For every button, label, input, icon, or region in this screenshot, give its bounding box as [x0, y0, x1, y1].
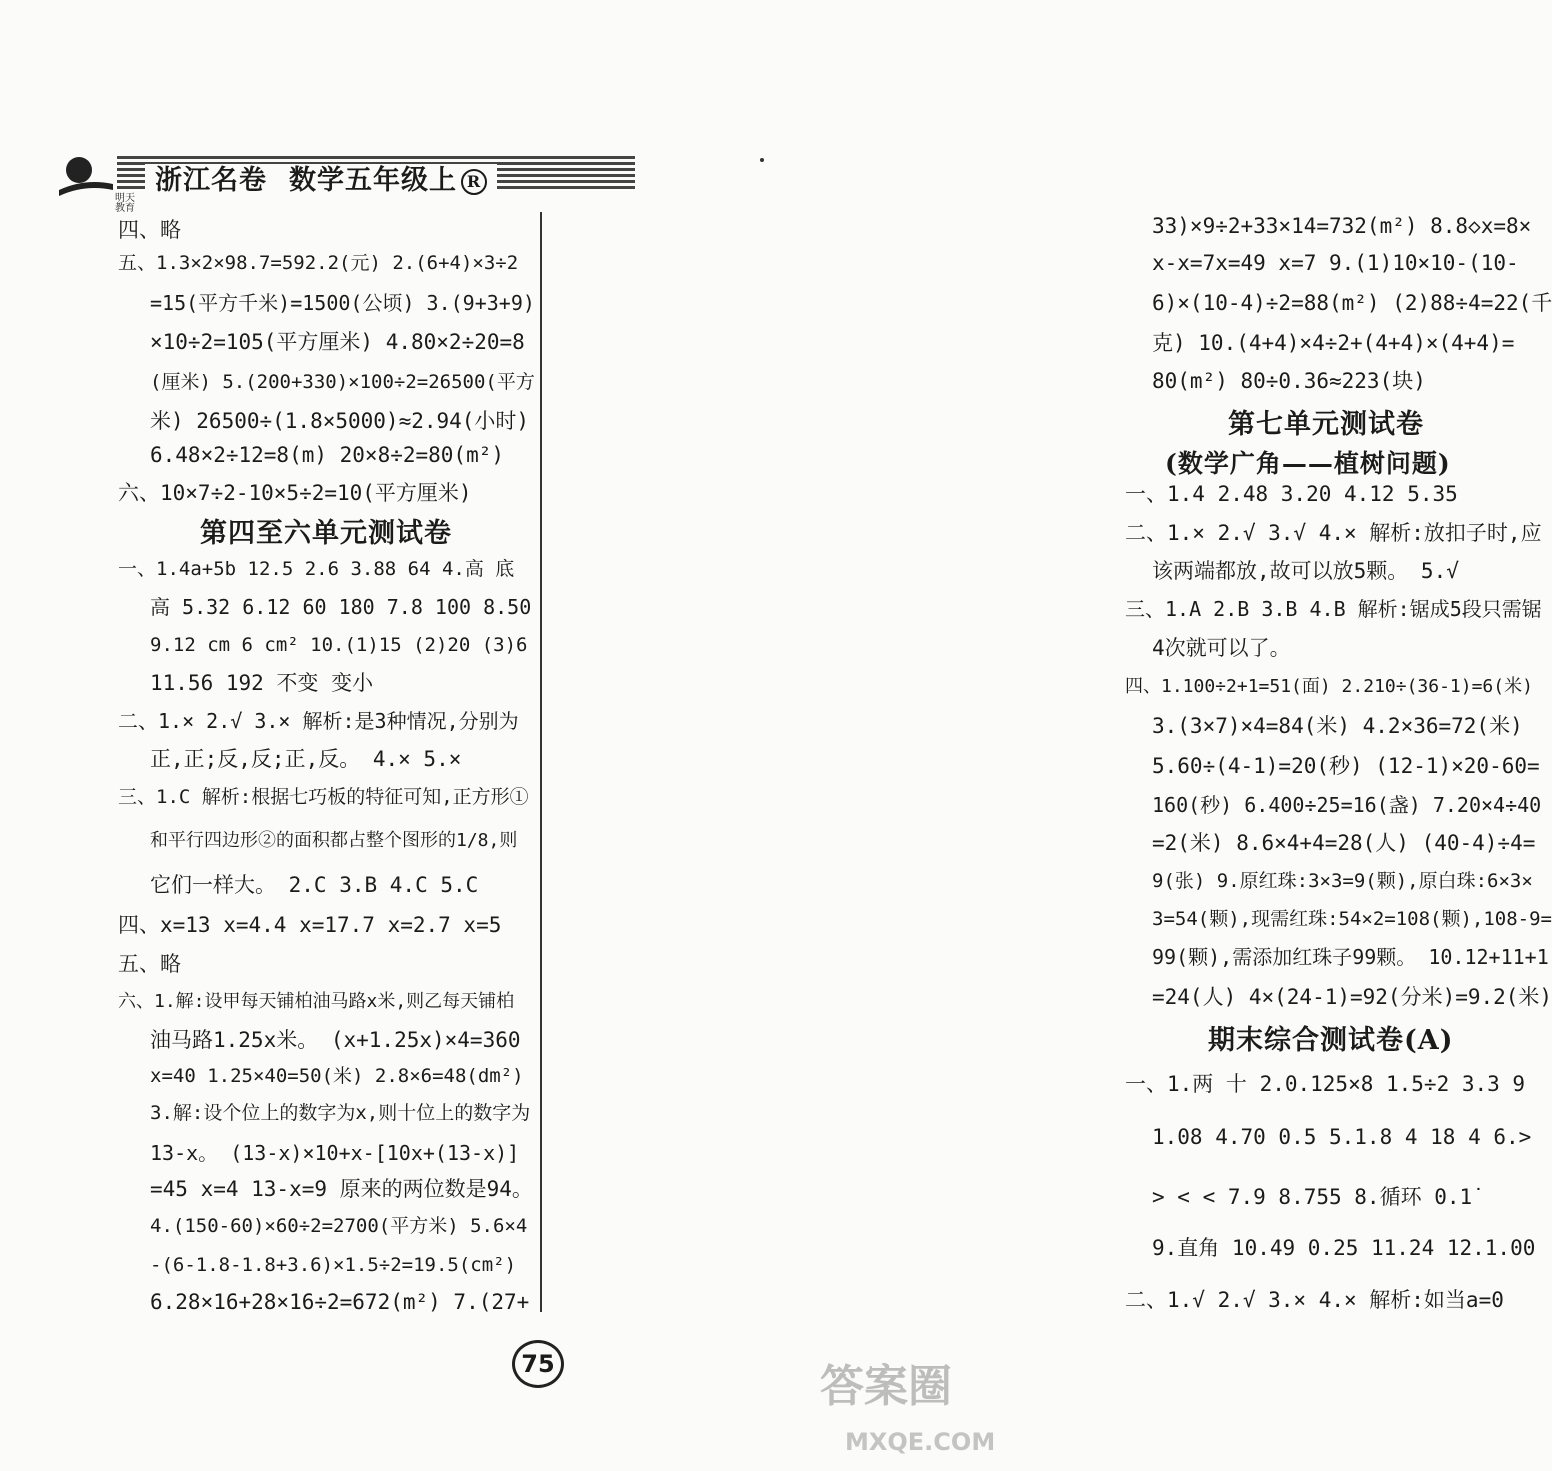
answer-line: 和平行四边形②的面积都占整个图形的1/8,则 [150, 830, 518, 851]
answer-line: 三、1.C 解析:根据七巧板的特征可知,正方形① [118, 786, 529, 808]
header-title [145, 164, 497, 198]
answer-line: 二、1.× 2.√ 3.√ 4.× 解析:放扣子时,应 [1125, 521, 1542, 545]
answer-line: 高 5.32 6.12 60 180 7.8 100 8.50 [150, 595, 532, 619]
answer-line: =24(人) 4×(24-1)=92(分米)=9.2(米) [1152, 985, 1552, 1009]
answer-line: =45 x=4 13-x=9 原来的两位数是94。 [150, 1177, 533, 1201]
answer-line: x=40 1.25×40=50(米) 2.8×6=48(dm²) [150, 1065, 524, 1087]
answer-line: 9.12 cm 6 cm² 10.(1)15 (2)20 (3)6 [150, 634, 528, 656]
answer-line: > < < 7.9 8.755 8.循环 0.1̇ [1152, 1185, 1473, 1209]
answer-line: 3.解:设个位上的数字为x,则十位上的数字为 [150, 1102, 531, 1124]
answer-line: 一、1.两 十 2.0.125×8 1.5÷2 3.3 9 [1125, 1072, 1526, 1096]
subject-name: 数学五年级上 [289, 165, 457, 196]
answer-line: 4次就可以了。 [1152, 636, 1291, 660]
answer-line: =15(平方千米)=1500(公顷) 3.(9+3+9) [150, 291, 535, 315]
answer-line: 米) 26500÷(1.8×5000)≈2.94(小时) [150, 409, 530, 433]
publisher-name: 明天教育 [115, 193, 135, 214]
publisher-logo-icon [55, 150, 115, 210]
answer-line: 三、1.A 2.B 3.B 4.B 解析:锯成5段只需锯 [1125, 597, 1542, 621]
answer-line: 11.56 192 不变 变小 [150, 671, 374, 695]
answer-line: 二、1.√ 2.√ 3.× 4.× 解析:如当a=0 [1125, 1288, 1504, 1312]
answer-line: 6)×(10-4)÷2=88(m²) (2)88÷4=22(千 [1152, 291, 1552, 315]
page-number: 75 [512, 1340, 564, 1388]
answer-line: 9.直角 10.49 0.25 11.24 12.1.00 [1152, 1236, 1536, 1260]
section-subheading: (数学广角——植树问题) [1165, 449, 1451, 478]
answer-line: 3=54(颗),现需红珠:54×2=108(颗),108-9= [1152, 908, 1552, 930]
answer-line: =2(米) 8.6×4+4=28(人) (40-4)÷4= [1152, 831, 1536, 855]
answer-line: 6.28×16+28×16÷2=672(m²) 7.(27+ [150, 1290, 530, 1314]
answer-line: 160(秒) 6.400÷25=16(盏) 7.20×4÷40 [1152, 793, 1542, 817]
print-speck [760, 158, 764, 162]
watermark-url: MXQE.COM [845, 1428, 996, 1456]
answer-line: 一、1.4a+5b 12.5 2.6 3.88 64 4.高 底 [118, 558, 515, 580]
column-divider [540, 212, 542, 1312]
answer-line: 该两端都放,故可以放5颗。 5.√ [1152, 559, 1459, 583]
answer-line: 9(张) 9.原红珠:3×3=9(颗),原白珠:6×3× [1152, 870, 1533, 892]
answer-line: 一、1.4 2.48 3.20 4.12 5.35 [1125, 482, 1458, 506]
answer-line: 正,正;反,反;正,反。 4.× 5.× [150, 747, 462, 771]
answer-line: 它们一样大。 2.C 3.B 4.C 5.C [150, 873, 479, 897]
answer-line: 3.(3×7)×4=84(米) 4.2×36=72(米) [1152, 714, 1523, 738]
answer-line: 克) 10.(4+4)×4÷2+(4+4)×(4+4)= [1152, 331, 1515, 355]
answer-line: 6.48×2÷12=8(m) 20×8÷2=80(m²) [150, 443, 505, 467]
answer-line: ×10÷2=105(平方厘米) 4.80×2÷20=8 [150, 330, 525, 354]
section-heading: 期末综合测试卷(A) [1208, 1025, 1454, 1056]
answer-line: 1.08 4.70 0.5 5.1.8 4 18 4 6.> [1152, 1125, 1532, 1149]
answer-line: 四、x=13 x=4.4 x=17.7 x=2.7 x=5 [118, 913, 502, 937]
page-header [55, 150, 585, 214]
answer-line: 13-x。 (13-x)×10+x-[10x+(13-x)] [150, 1141, 520, 1165]
answer-line: 四、略 [118, 218, 181, 242]
series-name: 浙江名卷 [155, 165, 267, 196]
watermark-logo: 答案圈 [820, 1361, 952, 1412]
answer-line: 33)×9÷2+33×14=732(m²) 8.8◇x=8× [1152, 214, 1532, 238]
section-heading: 第四至六单元测试卷 [200, 518, 452, 549]
section-heading: 第七单元测试卷 [1228, 409, 1424, 440]
answer-line: 四、1.100÷2+1=51(面) 2.210÷(36-1)=6(米) [1125, 676, 1533, 697]
edition-mark: R [461, 169, 487, 195]
answer-line: 五、1.3×2×98.7=592.2(元) 2.(6+4)×3÷2 [118, 252, 519, 274]
answer-line: x-x=7x=49 x=7 9.(1)10×10-(10- [1152, 251, 1519, 275]
answer-line: 4.(150-60)×60÷2=2700(平方米) 5.6×4 [150, 1215, 528, 1237]
answer-line: 六、10×7÷2-10×5÷2=10(平方厘米) [118, 481, 472, 505]
answer-line: (厘米) 5.(200+330)×100÷2=26500(平方 [150, 371, 535, 393]
answer-line: 六、1.解:设甲每天铺柏油马路x米,则乙每天铺柏 [118, 991, 515, 1012]
answer-line: 五、略 [118, 952, 181, 976]
answer-line: -(6-1.8-1.8+3.6)×1.5÷2=19.5(cm²) [150, 1254, 517, 1276]
answer-line: 二、1.× 2.√ 3.× 解析:是3种情况,分别为 [118, 709, 519, 733]
answer-line: 99(颗),需添加红珠子99颗。 10.12+11+1 [1152, 945, 1549, 969]
answer-line: 80(m²) 80÷0.36≈223(块) [1152, 369, 1426, 393]
answer-line: 油马路1.25x米。 (x+1.25x)×4=360 [150, 1028, 521, 1052]
answer-line: 5.60÷(4-1)=20(秒) (12-1)×20-60= [1152, 754, 1540, 778]
